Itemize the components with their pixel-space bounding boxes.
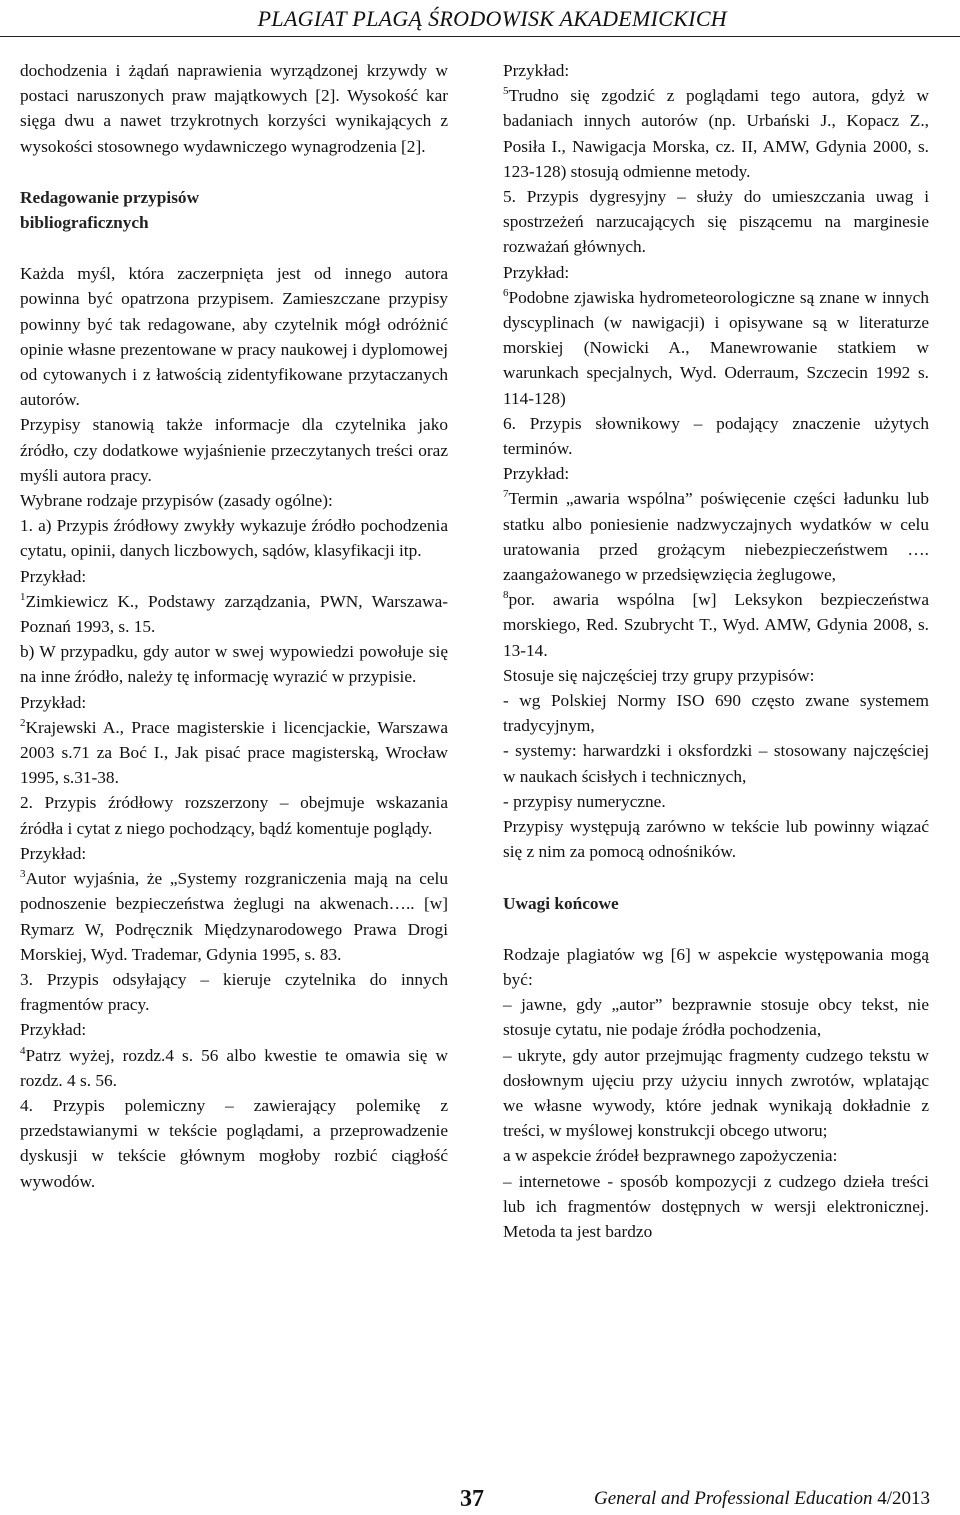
footnote-marker: 3 [20, 868, 26, 881]
footnote-type-4: 4. Przypis polemiczny – zawierający polemikę z przedstawianymi w tekście poglądami, a przeprowadzenie dyskusji w tekście głównym mogłoby rozbić ciągłość wywodów. [20, 1095, 448, 1191]
running-title: PLAGIAT PLAGĄ ŚRODOWISK AKADEMICKICH [257, 6, 727, 31]
footnote-text: Trudno się zgodzić z poglądami tego autora, gdyż w badaniach innych autorów (np. Urbański J., Kopacz Z., Posiła I., Nawigacja Morska, cz. II, AMW, Gdynia 2000, s. 123-128) stosują odmienne metody. [503, 86, 929, 181]
header-rule [0, 36, 960, 37]
footnote-group-1: - wg Polskiej Normy ISO 690 często zwane systemem tradycyjnym, [503, 691, 929, 736]
paragraph-stosuje-sie: Stosuje się najczęściej trzy grupy przypisów: [503, 665, 815, 685]
section-heading-uwagi: Uwagi końcowe [503, 893, 619, 913]
footnote-type-5: 5. Przypis dygresyjny – służy do umieszczania uwag i spostrzeżeń narzucających się piszącemu na marginesie rozważań głównych. [503, 187, 929, 257]
page-header [0, 0, 960, 40]
section-heading-line2: bibliograficznych [20, 213, 149, 233]
paragraph-wybrane-rodzaje: Wybrane rodzaje przypisów (zasady ogólne): [20, 491, 333, 511]
section-heading [20, 185, 448, 235]
example-footnote-4 [20, 1043, 448, 1093]
footnote-group-2: - systemy: harwardzki i oksfordzki – stosowany najczęściej w naukach ścisłych i technicznych, [503, 741, 929, 786]
footnote-marker: 4 [20, 1044, 26, 1057]
footnote-type-3: 3. Przypis odsyłający – kieruje czytelnika do innych fragmentów pracy. [20, 969, 448, 1015]
footnote-text: Zimkiewicz K., Podstawy zarządzania, PWN, Warszawa-Poznań 1993, s. 15. [20, 591, 448, 637]
footnote-marker: 2 [20, 717, 26, 730]
bullet-jawne: – jawne, gdy „autor” bezprawnie stosuje obcy tekst, nie stosuje cytatu, nie podaje źródła pochodzenia, [503, 995, 929, 1040]
example-label: Przykład: [20, 843, 87, 863]
left-column [20, 58, 448, 1194]
intro-paragraph: dochodzenia i żądań naprawienia wyrządzonej krzywdy w postaci naruszonych praw majątkowych [2]. Wysokość kar sięga dwu a nawet trzykrotnych korzyści wynikających z wysokości stosownego wydawniczego wynagrodzenia [2]. [20, 61, 448, 156]
footnote-type-2: 2. Przypis źródłowy rozszerzony – obejmuje wskazania źródła i cytat z niego pochodzący, bądź komentuje poglądy. [20, 793, 448, 838]
example-label: Przykład: [20, 692, 87, 712]
bullet-internetowe: – internetowe - sposób kompozycji z cudzego dzieła treści lub ich fragmentów dostępnych w wersji elektronicznej. Metoda ta jest bardzo [503, 1171, 929, 1241]
paragraph-rodzaje-plagiatow: Rodzaje plagiatów wg [6] w aspekcie występowania mogą być: [503, 944, 929, 989]
journal-issue: 4/2013 [877, 1488, 930, 1509]
footnote-marker: 5 [503, 85, 509, 98]
paragraph-przypisy-wystepuja: Przypisy występują zarówno w tekście lub powinny wiązać się z nim za pomocą odnośników. [503, 817, 929, 862]
footnote-marker: 1 [20, 591, 26, 604]
footnote-marker: 8 [503, 589, 509, 602]
right-column [503, 58, 929, 1244]
footnote-type-6: 6. Przypis słownikowy – podający znaczenie użytych terminów. [503, 413, 929, 459]
example-footnote-6 [503, 285, 929, 411]
journal-name: General and Professional Education [594, 1488, 873, 1509]
footnote-marker: 6 [503, 287, 509, 300]
example-label: Przykład: [503, 61, 570, 80]
footnote-text: Podobne zjawiska hydrometeorologiczne są znane w innych dyscyplinach (w nawigacji) i opisywane są w literaturze morskiej (Nowicki A., Manewrowanie statkiem w warunkach specjalnych, Wyd. Oderraum, Szczecin 1992 s. 114-128) [503, 287, 929, 408]
page-footer [0, 1480, 960, 1515]
footnote-text: Termin „awaria wspólna” poświęcenie części ładunku lub statku albo poniesienie nadzwyczajnych wydatków w celu uratowania przed grożącym niebezpieczeństwem …. zaangażowanego w przedsięwzięcia żeglugowe, [503, 489, 929, 585]
footnote-text: Patrz wyżej, rozdz.4 s. 56 albo kwestie te omawia się w rozdz. 4 s. 56. [20, 1045, 448, 1090]
bullet-ukryte: – ukryte, gdy autor przejmując fragmenty cudzego tekstu w dosłownym ujęciu przy użyciu innych zwrotów, wplatając we własne wywody, które jednak wynikają dokładnie z treści, w myślowej konstrukcji obcego utworu; [503, 1045, 929, 1141]
footnote-text: Autor wyjaśnia, że „Systemy rozgraniczenia mają na celu podnoszenie bezpieczeństwa żeglugi na akwenach….. [w] Rymarz W, Podręcznik Międzynarodowego Prawa Drogi Morskiej, Wyd. Trademar, Gdynia 1995, s. 83. [20, 869, 448, 964]
footnote-text: Krajewski A., Prace magisterskie i licencjackie, Warszawa 2003 s.71 za Boć I., Jak pisać prace magisterską, Wrocław 1995, s.31-38. [20, 717, 448, 788]
journal-citation [594, 1488, 930, 1510]
footnote-marker: 7 [503, 488, 509, 501]
example-footnote-2 [20, 715, 448, 791]
example-footnote-7 [503, 486, 929, 662]
footnote-type-1b: b) W przypadku, gdy autor w swej wypowiedzi powołuje się na inne źródło, należy tę informację wyrazić w przypisie. [20, 642, 448, 687]
section-heading-line1: Redagowanie przypisów [20, 187, 200, 207]
example-footnote-5 [503, 83, 929, 184]
example-footnote-3 [20, 866, 448, 967]
example-label: Przykład: [20, 566, 87, 586]
footnote-type-1a: 1. a) Przypis źródłowy zwykły wykazuje źródło pochodzenia cytatu, opinii, danych liczbowych, sądów, klasyfikacji itp. [20, 516, 448, 561]
paragraph-przypisy-stanowia: Przypisy stanowią także informacje dla czytelnika jako źródło, czy dodatkowe wyjaśnienie przeczytanych treści oraz myśli autora pracy. [20, 415, 448, 485]
example-label: Przykład: [503, 464, 570, 484]
example-label: Przykład: [20, 1020, 87, 1040]
footnote-group-3: - przypisy numeryczne. [503, 791, 666, 811]
example-label: Przykład: [503, 262, 570, 282]
paragraph-aspekt-zrodel: a w aspekcie źródeł bezprawnego zapożyczenia: [503, 1146, 838, 1166]
page-number: 37 [460, 1486, 484, 1512]
example-footnote-1 [20, 589, 448, 639]
paragraph-kazda-mysl: Każda myśl, która zaczerpnięta jest od innego autora powinna być opatrzona przypisem. Zamieszczane przypisy powinny być tak redagowane, aby czytelnik mógł odróżnić opinie własne prezentowane w pracy naukowej i dyplomowej od cytowanych i z łatwością zidentyfikowane przytaczanych autorów. [20, 264, 448, 410]
footnote-text: por. awaria wspólna [w] Leksykon bezpieczeństwa morskiego, Red. Szubrycht T., Wyd. AMW, Gdynia 2008, s. 13-14. [503, 590, 929, 660]
